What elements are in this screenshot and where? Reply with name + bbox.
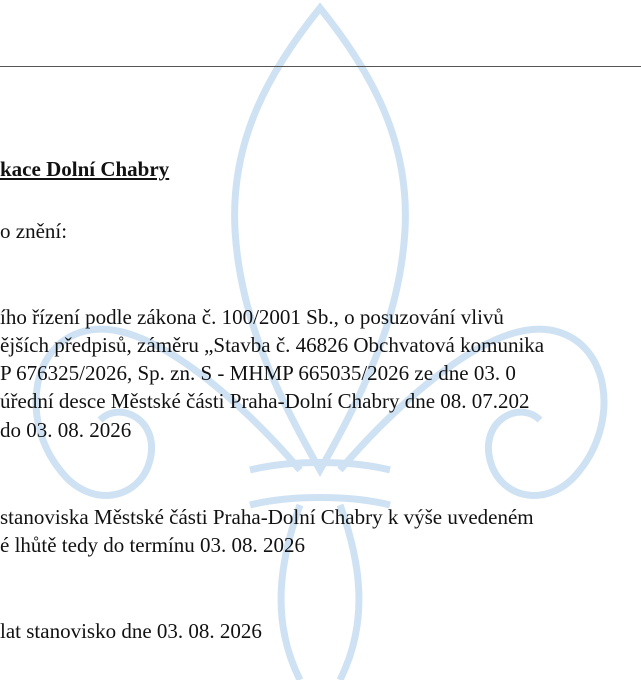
paragraph2-line: é lhůtě tedy do termínu 03. 08. 2026 <box>0 533 306 557</box>
paragraph1-line: P 676325/2026, Sp. zn. S - MHMP 665035/2026 ze dne 03. 0 <box>0 361 516 385</box>
paragraph3-line: lat stanovisko dne 03. 08. 2026 <box>0 619 262 643</box>
document-title: kace Dolní Chabry <box>0 157 170 181</box>
paragraph1-line: ího řízení podle zákona č. 100/2001 Sb., o posuzování vlivů <box>0 305 504 329</box>
paragraph1-line: ějších předpisů, záměru „Stavba č. 46826 Obchvatová komunika <box>0 333 545 357</box>
paragraph1-line: do 03. 08. 2026 <box>0 418 132 442</box>
header-divider <box>0 66 641 67</box>
paragraph1-line: úřední desce Městské části Praha-Dolní Chabry dne 08. 07.202 <box>0 389 530 413</box>
intro-text: o znění: <box>0 219 68 243</box>
paragraph2-line: stanoviska Městské části Praha-Dolní Chabry k výše uvedeném <box>0 505 534 529</box>
